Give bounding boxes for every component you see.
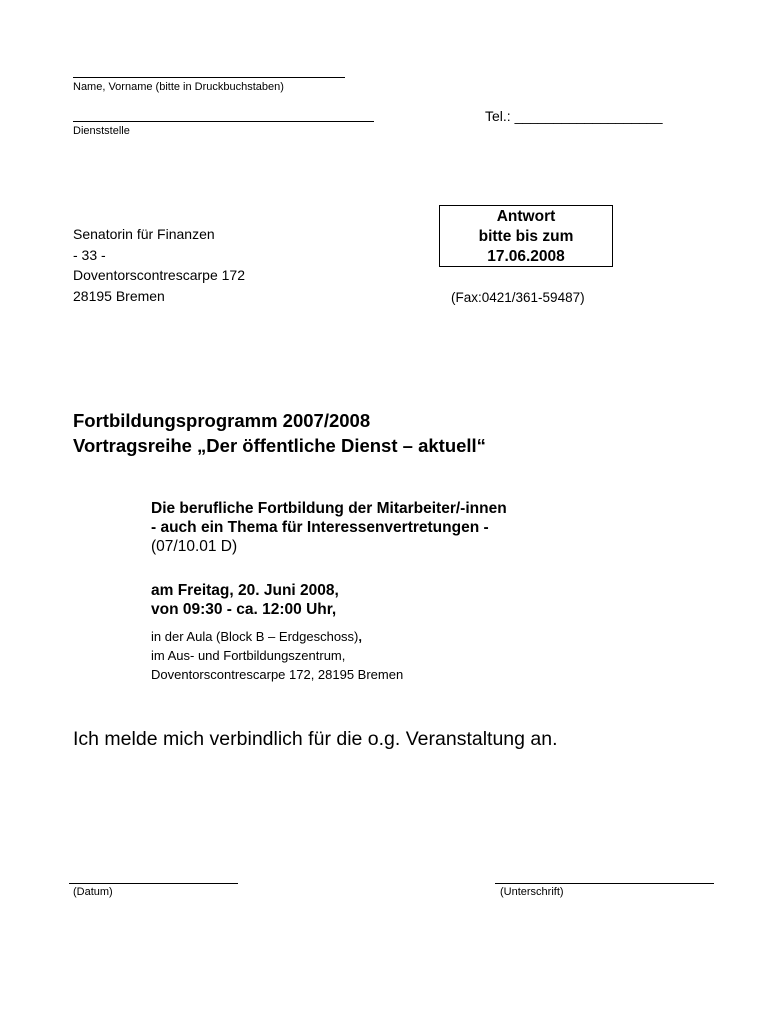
answer-deadline-box (439, 205, 613, 267)
answer-line-3: 17.06.2008 (487, 248, 565, 265)
topic-block (151, 499, 507, 556)
recipient-line-2: - 33 - (73, 246, 106, 263)
topic-line-1: Die berufliche Fortbildung der Mitarbeiter/-innen (151, 500, 507, 517)
date-time-block (151, 581, 339, 619)
date-line: am Freitag, 20. Juni 2008, (151, 582, 339, 599)
document-title (73, 408, 486, 458)
answer-line-1: Antwort (496, 208, 556, 225)
date-label: (Datum) (73, 886, 113, 898)
department-label: Dienststelle (73, 125, 130, 137)
recipient-line-1: Senatorin für Finanzen (73, 226, 215, 242)
department-line (73, 121, 374, 122)
location-block (151, 627, 403, 684)
topic-line-2: - auch ein Thema für Interessenvertretungen - (151, 519, 489, 536)
title-line-2: Vortragsreihe „Der öffentliche Dienst – aktuell“ (73, 435, 486, 456)
recipient-line-4: 28195 Bremen (73, 287, 165, 304)
location-comma: , (358, 629, 363, 644)
fax-number: (Fax:0421/361-59487) (451, 290, 585, 305)
location-line-1 (151, 627, 403, 646)
title-line-1: Fortbildungsprogramm 2007/2008 (73, 410, 371, 431)
topic-code: (07/10.01 D) (151, 538, 238, 555)
date-signature-line (69, 883, 238, 884)
answer-line-2: bitte bis zum (478, 228, 574, 245)
signature-line (495, 883, 714, 884)
time-line: von 09:30 - ca. 12:00 Uhr, (151, 601, 337, 618)
recipient-line-3: Doventorscontrescarpe 172 (73, 267, 245, 283)
phone-field: Tel.: ___________________ (485, 108, 663, 124)
name-line (73, 77, 345, 78)
registration-declaration: Ich melde mich verbindlich für die o.g. Veranstaltung an. (73, 728, 558, 750)
signature-label: (Unterschrift) (500, 886, 564, 898)
location-line-2: im Aus- und Fortbildungszentrum, (151, 648, 346, 663)
location-venue: in der Aula (Block B – Erdgeschoss) (151, 629, 359, 644)
recipient-address (73, 224, 245, 306)
location-line-3: Doventorscontrescarpe 172, 28195 Bremen (151, 667, 404, 682)
name-label: Name, Vorname (bitte in Druckbuchstaben) (73, 81, 284, 93)
